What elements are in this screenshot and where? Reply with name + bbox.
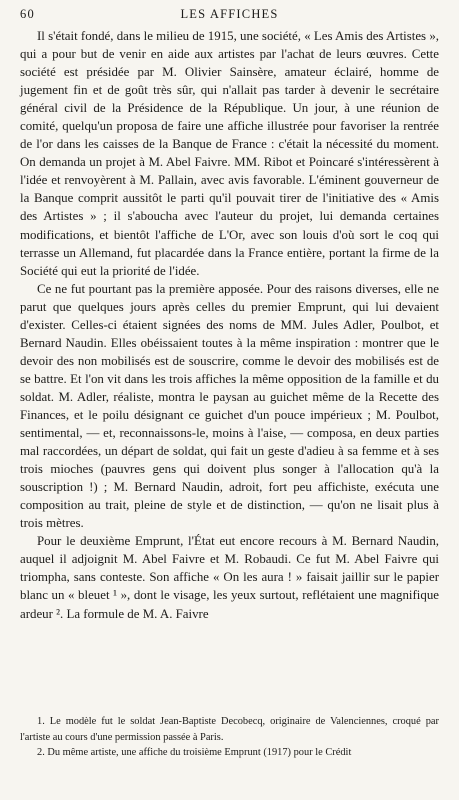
- page-header: [20, 7, 439, 27]
- book-page: [20, 7, 439, 758]
- page-number: 60: [20, 7, 35, 21]
- footnote-1: 1. Le modèle fut le soldat Jean-Baptiste Decobecq, originaire de Valenciennes, croqué par l'artiste au cours d'une permission passée à Paris.: [20, 716, 439, 743]
- body-text: [20, 27, 439, 623]
- running-title: LES AFFICHES: [180, 7, 279, 21]
- paragraph-2: Ce ne fut pourtant pas la première apposée. Pour des raisons diverses, elle ne parut que quelques jours après celles du premier Emprunt, qui lui devaient d'exister. Celles-ci étaient signées des noms de MM. Jules Adler, Poulbot, et Bernard Naudin. Elles obéissaient toutes à la même inspiration : montrer que le devoir des non mobilisés est de souscrire, comme le devoir des mobilisés est de se battre. Et l'on vit dans les trois affiches la même opposition de la famille et du soldat. M. Adler, réaliste, montra le paysan au guichet même de la Recette des Finances, et le poilu désignant ce guichet d'un pouce impérieux ; M. Poulbot, sentimental, — et, reconnaissons-le, moins à l'aise, — composa, en deux parties mal raccordées, un départ de soldat, qui fait un geste d'adieu à sa femme et à ses trois mioches (pauvres gens qui doivent plus songer à l'allocation qu'à la souscription !) ; M. Bernard Naudin, adroit, fort peu affichiste, exécuta une composition au trait, pleine de style et de distinction, — qu'on ne lisait plus à trois mètres.: [20, 281, 439, 531]
- footnotes: [20, 714, 439, 761]
- paragraph-3: Pour le deuxième Emprunt, l'État eut encore recours à M. Bernard Naudin, auquel il adjoignit M. Abel Faivre et M. Robaudi. Ce fut M. Abel Faivre qui triompha, sans conteste. Son affiche « On les aura ! » faisait jaillir sur le papier blanc un « bleuet ¹ », dont le visage, les yeux surtout, reflétaient une magnifique ardeur ². La formule de M. A. Faivre: [20, 534, 439, 621]
- paragraph-1: Il s'était fondé, dans le milieu de 1915, une société, « Les Amis des Artistes », qui a pour but de venir en aide aux artistes par l'achat de leurs œuvres. Cette société est présidée par M. Olivier Sainsère, amateur éclairé, homme de jugement fin et de goût très sûr, qui n'allait pas tarder à devenir le secrétaire général civil de la Présidence de la République. Un jour, à une réunion de comité, quelqu'un proposa de faire une affiche illustrée pour favoriser la rentrée de l'or dans les caisses de la Banque de France : c'était la nécessité du moment. On demanda un projet à M. Abel Faivre. MM. Ribot et Poincaré s'intéressèrent à l'idée et renvoyèrent à M. Pallain, avec avis favorable. L'éminent gouverneur de la Banque comprit aussitôt le parti qu'il pouvait tirer de l'initiative des « Amis des Artistes » ; il s'aboucha avec l'auteur du projet, lui demanda certaines modifications, et bientôt l'affiche de L'Or, avec son louis d'où sort le coq qui terrasse un Allemand, fut placardée dans la France entière, portant la firme de la Société qui eut la priorité de l'idée.: [20, 29, 439, 278]
- footnote-2: 2. Du même artiste, une affiche du troisième Emprunt (1917) pour le Crédit: [37, 747, 352, 758]
